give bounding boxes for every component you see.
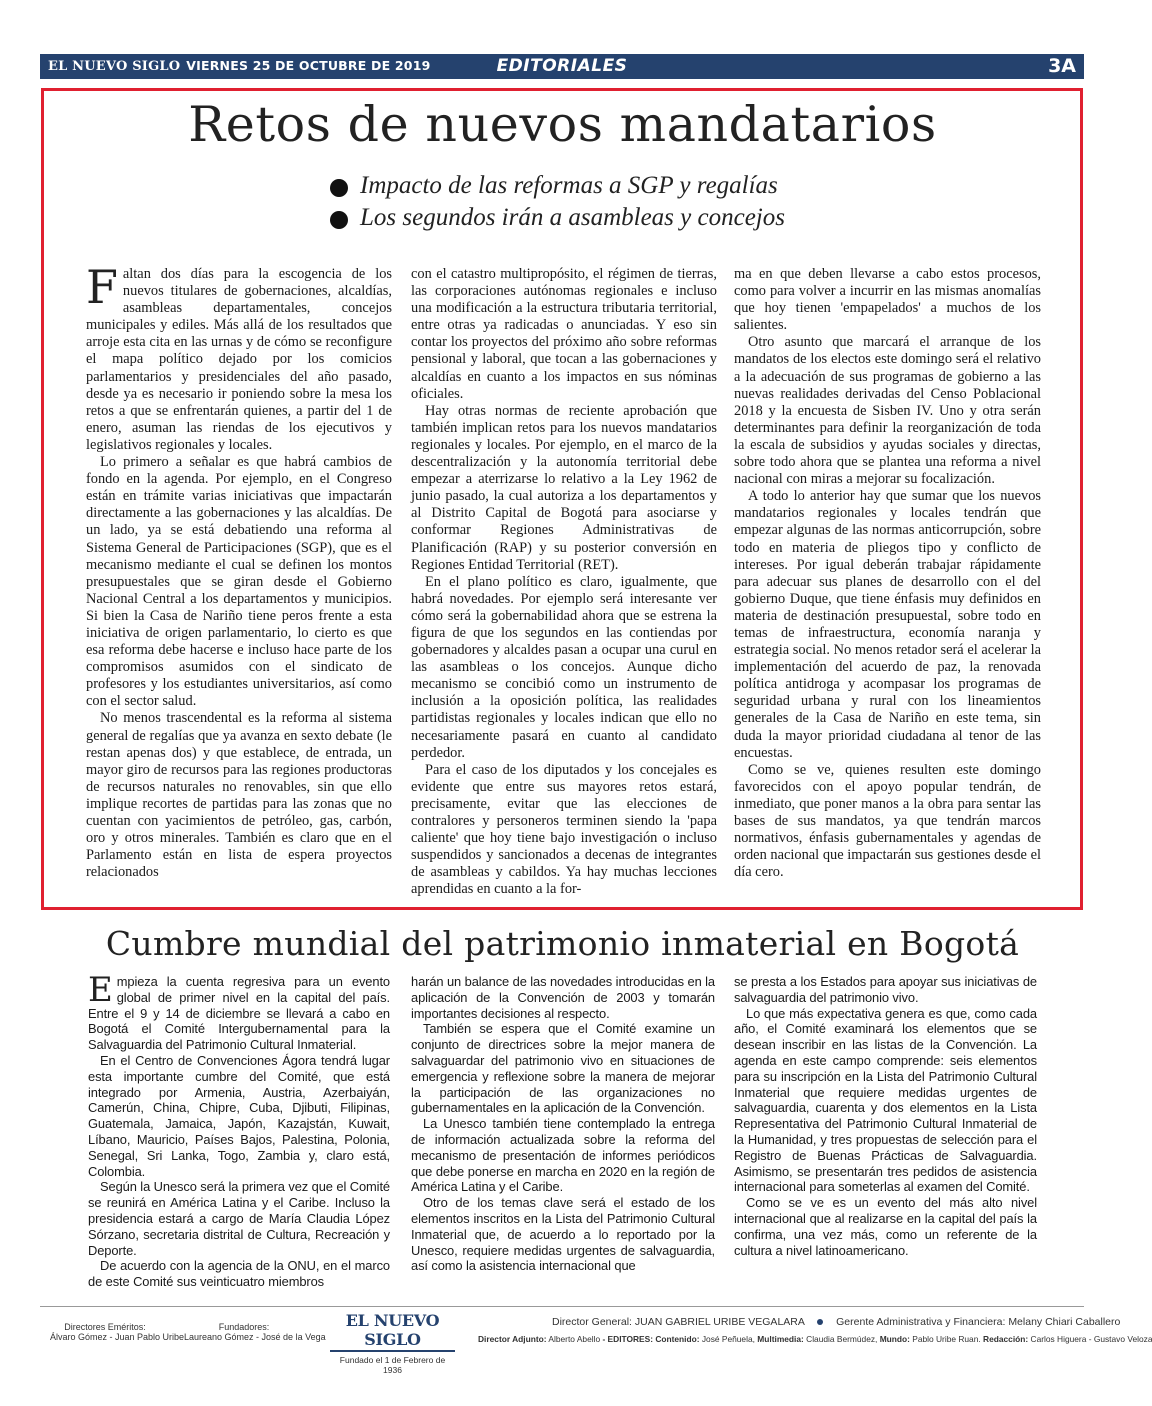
emeritos-names: Álvaro Gómez - Juan Pablo Uribe <box>50 1332 185 1342</box>
staff-line-1 <box>552 1316 1120 1328</box>
bullet-icon <box>330 179 348 197</box>
staff-line-2 <box>478 1334 1152 1344</box>
subhead-text: Los segundos irán a asambleas y concejos <box>360 204 785 231</box>
paragraph: De acuerdo con la agencia de la ONU, en el marco de este Comité sus veinticuatro miembros <box>88 1258 390 1290</box>
redaccion-names: Carlos Higuera - Gustavo Veloza <box>1030 1334 1152 1344</box>
paragraph: También se espera que el Comité examine un conjunto de directrices sobre la mejor manera de salvaguardar del patrimonio vivo en situaciones de emergencia y reflexione sobre la manera de mejorar la participación de las organizaciones no gubernamentales en la aplicación de la Convención. <box>411 1021 715 1116</box>
editorial-2-column-2 <box>411 974 715 1274</box>
header-date: VIERNES 25 DE OCTUBRE DE 2019 <box>186 58 431 73</box>
footer-fundadores <box>184 1322 326 1342</box>
paragraph: No menos trascendental es la reforma al sistema general de regalías que ya avanza en sexto debate (le restan apenas dos) y que establece, de entrada, un mayor giro de recursos para las regiones productoras de recursos naturales no renovables, sin que ello implique recortes de partidas para las zonas que no cuentan con yacimientos de petróleo, gas, carbón, oro y otros minerales. También es claro que en el Parlamento están en lista de espera proyectos relacionados <box>86 710 392 881</box>
paragraph: harán un balance de las novedades introducidas en la aplicación de la Convención de 2003 y tomarán importantes decisiones al respecto. <box>411 974 715 1021</box>
paragraph: mpieza la cuenta regresiva para un evento global de primer nivel en la capital del país. Entre el 9 y 14 de diciembre se llevará a cabo en Bogotá el Comité Intergubernamental para la Salvaguardia del Patrimonio Cultural Inmaterial. <box>88 974 390 1053</box>
footer-divider <box>40 1306 1084 1307</box>
director-name: JUAN GABRIEL URIBE VEGALARA <box>634 1316 805 1328</box>
paragraph: En el plano político es claro, igualmente, que habrá novedades. Por ejemplo será interesante ver cómo será la gobernabilidad ahora que se estrena la figura de que los segundos en las contiendas por gobernadores y alcaldes pasan a ocupar una curul en las asambleas o los concejos. Aunque dicho mecanismo se concibió como un instrumento de inclusión a la oposición política, las realidades partidistas regionales y locales indican que ello no necesariamente pasará en cuanto al candidato perdedor. <box>411 573 717 761</box>
paragraph: Para el caso de los diputados y los concejales es evidente que entre sus mayores retos estará, precisamente, evitar que las elecciones de contralores y personeros terminen siendo la 'papa caliente' que hoy tiene bajo investigación o incluso suspendidos y sancionados a decenas de integrantes de asambleas y cabildos. Ya hay muchas lecciones aprendidas en cuanto a la for- <box>411 761 717 898</box>
paragraph: La Unesco también tiene contemplado la entrega de información actualizada sobre la reforma del mecanismo de presentación de informes periódicos que debe ponerse en marcha en 2020 en la región de América Latina y el Caribe. <box>411 1116 715 1195</box>
editorial-2-column-3 <box>734 974 1037 1258</box>
redaccion-label: Redacción: <box>983 1334 1029 1344</box>
editorial-2-column-1 <box>88 970 390 1290</box>
editorial-2-title: Cumbre mundial del patrimonio inmaterial en Bogotá <box>105 924 1020 963</box>
header-brand: EL NUEVO SIGLO <box>48 59 181 74</box>
subhead-text: Impacto de las reformas a SGP y regalías <box>360 172 778 199</box>
footer-emeritos <box>50 1322 185 1342</box>
contenido-name: José Peñuela, <box>701 1334 755 1344</box>
paragraph: Lo primero a señalar es que habrá cambios de fondo en la agenda. Por ejemplo, en el Congreso están en trámite varias iniciativas que impactarán directamente a las gobernaciones y las alcaldías. De un lado, ya se está debatiendo una reforma al Sistema General de Participaciones (SGP), que es el mecanismo mediante el cual se definen los montos presupuestales que se giran desde el Gobierno Nacional Central a los departamentos y municipios. Si bien la Casa de Nariño tiene peros frente a esta iniciativa de origen parlamentario, lo cierto es que esa reforma debe hacerse e incluso hace parte de los compromisos asumidos con el sindicato de profesores y los estudiantes universitarios, así como con el sector salud. <box>86 454 392 710</box>
paragraph: A todo lo anterior hay que sumar que los nuevos mandatarios regionales y locales tendrán que empezar algunas de las normas anticorrupción, sobre todo en materia de pliegos tipo y conflicto de intereses. Por igual deberán trabajar rápidamente para adecuar sus planes de desarrollo con el del gobierno Duque, que tiene énfasis muy definidos en materia de destinación presupuestal, sobre todo en temas de infraestructura, economía naranja y estrategia social. No menos retador será el acelerar la implementación del acuerdo de paz, la renovada política antidroga y acompasar los programas de seguridad urbana y rural con los lineamientos generales de la Casa de Nariño en este tema, sin duda la mayor prioridad ciudadana al tenor de las encuestas. <box>734 488 1041 761</box>
page-header-bar <box>40 54 1084 79</box>
paragraph: Como se ve, quienes resulten este domingo favorecidos con el apoyo popular tendrán, de inmediato, que poner manos a la obra para sentar las bases de sus mandatos, ya que tendrán marcos normativos, énfasis gubernamentales y agendas de orden nacional que impactarán sus gestiones desde el día cero. <box>734 761 1041 881</box>
paragraph: Otro asunto que marcará el arranque de los mandatos de los electos este domingo será el relativo a la adecuación de sus programas de gobierno a las nuevas realidades derivadas del Censo Poblacional 2018 y la encuesta de Sisben IV. Uno y otra serán determinantes para definir la reorganización de toda la escala de subsidios y ayudas sociales y directas, sobre todo ahora que se plantea una reforma a nivel nacional con miras a mejorar su focalización. <box>734 334 1041 488</box>
adjunto-name: Alberto Abello <box>548 1334 601 1344</box>
drop-cap: F <box>86 260 118 314</box>
footer-logo: EL NUEVO SIGLO <box>330 1311 455 1352</box>
gerente-label: Gerente Administrativa y Financiera: <box>836 1316 1006 1328</box>
bullet-icon <box>330 211 348 229</box>
editorial-1-title: Retos de nuevos mandatarios <box>188 96 937 153</box>
editorial-1-column-3 <box>734 266 1041 881</box>
paragraph: Lo que más expectativa genera es que, como cada año, el Comité examinará los elementos que se desean inscribir en las listas de la Convención. La agenda en este campo comprende: seis elementos para su inscripción en la Lista del Patrimonio Cultural Inmaterial que requiere medidas urgentes de salvaguardia, cuarenta y dos elementos en la Lista Representativa del Patrimonio Cultural Inmaterial de la Humanidad, y tres propuestas de selección para el Registro de Buenas Prácticas de Salvaguardia. Asimismo, se presentarán tres pedidos de asistencia internacional para someterlas al examen del Comité. <box>734 1005 1037 1195</box>
paragraph: Hay otras normas de reciente aprobación que también implican retos para los nuevos mandatarios regionales y locales. Por ejemplo, en el marco de la descentralización y la autonomía territorial debe empezar a aterrizarse lo relativo a la Ley 1962 de junio pasado, la cual autoriza a los departamentos y al Distrito Capital de Bogotá para asociarse y conformar Regiones Administrativas de Planificación (RAP) y su posterior conversión en Regiones Entidad Territorial (RET). <box>411 402 717 573</box>
emeritos-label: Directores Eméritos: <box>64 1322 146 1332</box>
adjunto-label: Director Adjunto: <box>478 1334 547 1344</box>
editorial-1-column-1 <box>86 260 392 881</box>
gerente-name: Melany Chiari Caballero <box>1008 1316 1121 1328</box>
section-title: EDITORIALES <box>496 56 628 76</box>
separator-dot-icon <box>817 1319 823 1325</box>
drop-cap: E <box>88 970 113 1010</box>
founded-date: Fundado el 1 de Febrero de 1936 <box>339 1355 446 1375</box>
mundo-label: Mundo: <box>879 1334 910 1344</box>
fundadores-names: Laureano Gómez - José de la Vega <box>184 1332 326 1342</box>
paragraph: Como se ve es un evento del más alto nivel internacional que al realizarse en la capital del país la confirma, una vez más, como un referente de la cultura a nivel latinoamericano. <box>734 1195 1037 1258</box>
multimedia-name: Claudia Bermúdez, <box>806 1334 878 1344</box>
page-number: 3A <box>1048 55 1076 77</box>
director-label: Director General: <box>552 1316 632 1328</box>
multimedia-label: Multimedia: <box>757 1334 804 1344</box>
mundo-name: Pablo Uribe Ruan. <box>912 1334 981 1344</box>
fundadores-label: Fundadores: <box>218 1322 270 1332</box>
paragraph: con el catastro multipropósito, el régimen de tierras, las corporaciones autónomas regionales e incluso una modificación a la estructura tributaria territorial, entre otras ya radicadas o anunciadas. Y eso sin contar los proyectos del próximo año sobre reformas pensional y laboral, que tocan a las gobernaciones y alcaldías en cuanto a los impactos en sus nóminas oficiales. <box>411 266 717 402</box>
paragraph: Otro de los temas clave será el estado de los elementos inscritos en la Lista del Patrimonio Cultural Inmaterial que, de acuerdo a lo reportado por la Unesco, requiere medidas urgentes de salvaguardia, así como la asistencia internacional que <box>411 1195 715 1274</box>
paragraph: altan dos días para la escogencia de los nuevos titulares de gobernaciones, alcaldías, asambleas departamentales, concejos municipales y ediles. Más allá de los resultados que arroje esta cita en las urnas y de cómo se reconfigure el mapa político dejado por los comicios parlamentarios y presidenciales del año pasado, desde ya es necesario ir poniendo sobre la mesa los retos a que se enfrentarán quienes, a partir del 1 de enero, asuman las riendas de los ejecutivos y legislativos regionales y locales. <box>86 266 392 453</box>
paragraph: En el Centro de Convenciones Ágora tendrá lugar esta importante cumbre del Comité, que está integrado por Armenia, Austria, Azerbaiyán, Camerún, China, Chipre, Cuba, Djibuti, Filipinas, Guatemala, Jamaica, Japón, Kazajstán, Kuwait, Líbano, Mauricio, Países Bajos, Palestina, Polonia, Senegal, Sri Lanka, Togo, Zambia y, claro está, Colombia. <box>88 1052 390 1179</box>
editorial-1-column-2 <box>411 266 717 898</box>
paragraph: ma en que deben llevarse a cabo estos procesos, como para volver a incurrir en las mismas anomalías que hoy tienen 'empapelados' a muchos de los salientes. <box>734 266 1041 334</box>
footer-brand <box>330 1311 455 1375</box>
paragraph: se presta a los Estados para apoyar sus iniciativas de salvaguardia del patrimonio vivo. <box>734 974 1037 1005</box>
editores-label: - EDITORES: Contenido: <box>602 1334 700 1344</box>
paragraph: Según la Unesco será la primera vez que el Comité se reunirá en América Latina y el Caribe. Incluso la presidencia estará a cargo de María Claudia López Sórzano, secretaria distrital de Cultura, Recreación y Deporte. <box>88 1179 390 1258</box>
